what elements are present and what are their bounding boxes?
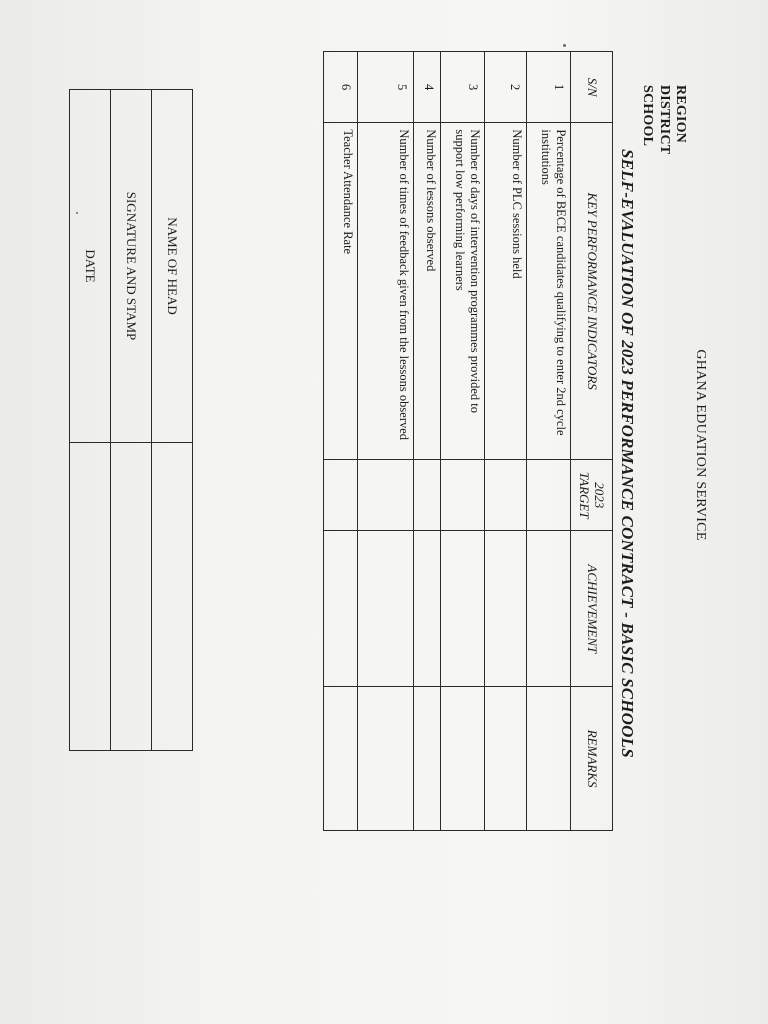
date-field[interactable] <box>70 443 111 751</box>
row-sn: 1 <box>527 52 571 123</box>
row-sn: 4 <box>414 52 441 123</box>
table-row <box>358 52 414 831</box>
row-achievement-cell[interactable] <box>358 531 414 687</box>
col-header-target <box>571 460 613 531</box>
row-target-cell[interactable] <box>358 460 414 531</box>
table-row <box>324 52 358 831</box>
row-achievement-cell[interactable] <box>485 531 527 687</box>
row-kpi: Teacher Attendance Rate <box>324 123 358 460</box>
document-title: SELF-EVALUATION OF 2023 PERFORMANCE CONTRACT - BASIC SCHOOLS <box>618 149 637 758</box>
row-remarks-cell[interactable] <box>441 687 485 831</box>
row-remarks-cell[interactable] <box>324 687 358 831</box>
row-target-cell[interactable] <box>485 460 527 531</box>
region-label: REGION <box>673 85 688 143</box>
row-target-cell[interactable] <box>527 460 571 531</box>
signature-stamp-field[interactable] <box>111 443 152 751</box>
col-header-kpi: KEY PERFORMANCE INDICATORS <box>571 123 613 460</box>
signature-stamp-label: SIGNATURE AND STAMP <box>111 90 152 443</box>
col-header-sn: S/N <box>571 52 613 123</box>
row-kpi: Percentage of BECE candidates qualifying to enter 2nd cycle institutions <box>527 123 571 460</box>
col-header-target-label: TARGET <box>577 471 593 519</box>
row-target-cell[interactable] <box>441 460 485 531</box>
row-sn: 3 <box>441 52 485 123</box>
signoff-row-name <box>152 90 193 751</box>
row-target-cell[interactable] <box>414 460 441 531</box>
kpi-table-header-row <box>571 52 613 831</box>
row-achievement-cell[interactable] <box>414 531 441 687</box>
row-remarks-cell[interactable] <box>414 687 441 831</box>
kpi-table <box>323 51 613 831</box>
row-target-cell[interactable] <box>324 460 358 531</box>
table-row <box>485 52 527 831</box>
district-label: DISTRICT <box>657 85 672 155</box>
table-row <box>414 52 441 831</box>
row-sn: 5 <box>358 52 414 123</box>
col-header-achievement: ACHIEVEMENT <box>571 531 613 687</box>
row-achievement-cell[interactable] <box>324 531 358 687</box>
signoff-row-signature <box>111 90 152 751</box>
row-remarks-cell[interactable] <box>358 687 414 831</box>
row-remarks-cell[interactable] <box>527 687 571 831</box>
school-label: SCHOOL <box>640 85 655 147</box>
date-label: DATE <box>70 90 111 443</box>
row-kpi: Number of lessons observed <box>414 123 441 460</box>
signoff-table <box>69 89 193 751</box>
col-header-target-year: 2023 <box>592 482 608 509</box>
table-row <box>527 52 571 831</box>
row-kpi: Number of days of intervention programmes provided to support low performing learners <box>441 123 485 460</box>
row-kpi: Number of PLC sessions held <box>485 123 527 460</box>
row-achievement-cell[interactable] <box>527 531 571 687</box>
organization-header: GHANA EDUATION SERVICE <box>693 349 708 541</box>
row-sn: 2 <box>485 52 527 123</box>
row-sn: 6 <box>324 52 358 123</box>
table-row <box>441 52 485 831</box>
row-achievement-cell[interactable] <box>441 531 485 687</box>
row-kpi: Number of times of feedback given from the lessons observed <box>358 123 414 460</box>
rotated-document <box>68 45 708 845</box>
col-header-remarks: REMARKS <box>571 687 613 831</box>
signoff-row-date <box>70 90 111 751</box>
row-remarks-cell[interactable] <box>485 687 527 831</box>
name-of-head-label: NAME OF HEAD <box>152 90 193 443</box>
name-of-head-field[interactable] <box>152 443 193 751</box>
